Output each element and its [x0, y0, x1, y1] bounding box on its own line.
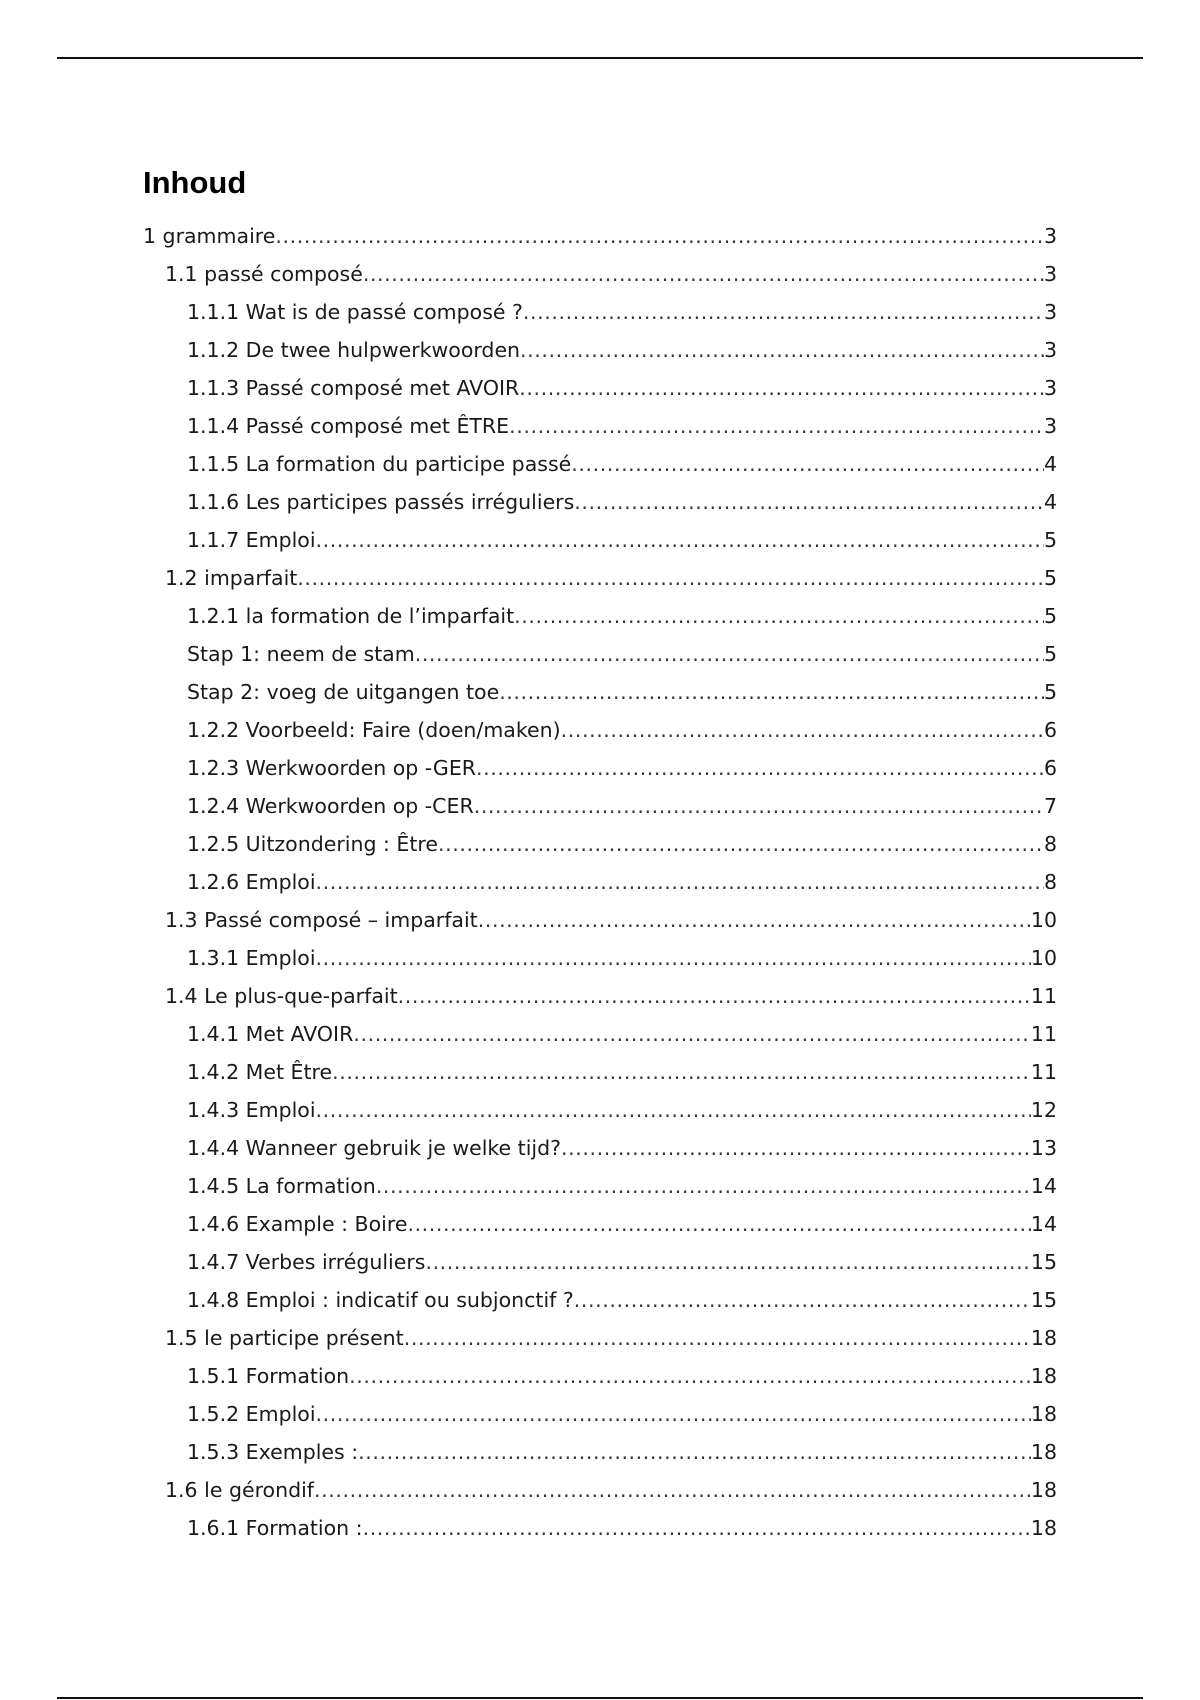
toc-entry[interactable] — [143, 1357, 1057, 1395]
toc-entry-title: 1 grammaire — [143, 224, 276, 248]
toc-dot-leader — [275, 217, 1044, 255]
toc-entry[interactable] — [143, 407, 1057, 445]
table-of-contents — [143, 217, 1057, 1547]
toc-dot-leader — [561, 1129, 1031, 1167]
toc-dot-leader — [407, 1205, 1030, 1243]
toc-entry-title: 1.2.3 Werkwoorden op -GER — [187, 756, 477, 780]
toc-dot-leader — [316, 1395, 1031, 1433]
toc-page-number: 11 — [1030, 1060, 1057, 1084]
toc-entry[interactable] — [143, 863, 1057, 901]
toc-page-number: 3 — [1043, 376, 1057, 400]
footer-rule — [57, 1697, 1143, 1699]
toc-entry-title: 1.4.1 Met AVOIR — [187, 1022, 354, 1046]
toc-entry[interactable] — [143, 673, 1057, 711]
toc-page-number: 6 — [1043, 756, 1057, 780]
toc-dot-leader — [316, 863, 1044, 901]
toc-entry[interactable] — [143, 331, 1057, 369]
toc-entry[interactable] — [143, 369, 1057, 407]
toc-page-number: 4 — [1043, 452, 1057, 476]
toc-entry[interactable] — [143, 939, 1057, 977]
toc-entry-title: 1.2.1 la formation de l’imparfait — [187, 604, 515, 628]
toc-dot-leader — [478, 901, 1031, 939]
toc-page-number: 6 — [1043, 718, 1057, 742]
toc-entry-title: 1.4.4 Wanneer gebruik je welke tijd? — [187, 1136, 561, 1160]
toc-dot-leader — [349, 1357, 1031, 1395]
toc-page-number: 5 — [1043, 528, 1057, 552]
toc-page-number: 8 — [1043, 832, 1057, 856]
toc-entry[interactable] — [143, 711, 1057, 749]
toc-page-number: 18 — [1030, 1440, 1057, 1464]
toc-entry[interactable] — [143, 977, 1057, 1015]
toc-page-number: 8 — [1043, 870, 1057, 894]
toc-entry-title: 1.2 imparfait — [165, 566, 298, 590]
toc-entry[interactable] — [143, 293, 1057, 331]
header-rule — [57, 57, 1143, 59]
toc-dot-leader — [509, 407, 1044, 445]
toc-entry[interactable] — [143, 1319, 1057, 1357]
toc-heading: Inhoud — [143, 165, 247, 200]
toc-entry[interactable] — [143, 1243, 1057, 1281]
toc-entry[interactable] — [143, 483, 1057, 521]
toc-dot-leader — [332, 1053, 1031, 1091]
toc-entry[interactable] — [143, 1433, 1057, 1471]
toc-page-number: 11 — [1030, 1022, 1057, 1046]
toc-entry-title: 1.4 Le plus-que-parfait — [165, 984, 398, 1008]
toc-page-number: 18 — [1030, 1402, 1057, 1426]
toc-entry[interactable] — [143, 445, 1057, 483]
toc-entry-title: 1.5.2 Emploi — [187, 1402, 316, 1426]
toc-entry-title: 1.1 passé composé — [165, 262, 363, 286]
toc-entry-title: 1.4.2 Met Être — [187, 1060, 333, 1084]
toc-page-number: 10 — [1030, 946, 1057, 970]
toc-entry-title: 1.1.1 Wat is de passé composé ? — [187, 300, 523, 324]
toc-entry-title: 1.4.7 Verbes irréguliers — [187, 1250, 426, 1274]
toc-dot-leader — [363, 255, 1044, 293]
toc-page-number: 5 — [1043, 680, 1057, 704]
toc-entry[interactable] — [143, 1395, 1057, 1433]
toc-page-number: 5 — [1043, 642, 1057, 666]
toc-dot-leader — [474, 787, 1044, 825]
toc-entry-title: Stap 1: neem de stam — [187, 642, 415, 666]
toc-entry-title: 1.4.5 La formation — [187, 1174, 376, 1198]
toc-dot-leader — [376, 1167, 1031, 1205]
toc-page-number: 5 — [1043, 604, 1057, 628]
toc-dot-leader — [363, 1509, 1031, 1547]
toc-dot-leader — [571, 445, 1044, 483]
toc-entry[interactable] — [143, 749, 1057, 787]
toc-entry-title: 1.3.1 Emploi — [187, 946, 316, 970]
toc-page-number: 4 — [1043, 490, 1057, 514]
toc-entry[interactable] — [143, 1509, 1057, 1547]
toc-entry-title: 1.5 le participe présent — [165, 1326, 404, 1350]
toc-entry-title: Stap 2: voeg de uitgangen toe — [187, 680, 500, 704]
toc-entry-title: 1.2.5 Uitzondering : Être — [187, 832, 438, 856]
toc-page-number: 7 — [1043, 794, 1057, 818]
toc-page-number: 14 — [1030, 1212, 1057, 1236]
toc-entry[interactable] — [143, 1015, 1057, 1053]
toc-dot-leader — [574, 1281, 1031, 1319]
toc-entry-title: 1.2.2 Voorbeeld: Faire (doen/maken) — [187, 718, 561, 742]
toc-entry-title: 1.5.3 Exemples : — [187, 1440, 359, 1464]
toc-dot-leader — [316, 521, 1044, 559]
toc-dot-leader — [398, 977, 1031, 1015]
toc-entry-title: 1.1.2 De twee hulpwerkwoorden — [187, 338, 521, 362]
toc-page-number: 14 — [1030, 1174, 1057, 1198]
toc-entry[interactable] — [143, 255, 1057, 293]
toc-entry[interactable] — [143, 635, 1057, 673]
toc-dot-leader — [476, 749, 1044, 787]
toc-page-number: 15 — [1030, 1250, 1057, 1274]
toc-page-number: 3 — [1043, 300, 1057, 324]
toc-entry-title: 1.6.1 Formation : — [187, 1516, 363, 1540]
toc-dot-leader — [514, 597, 1044, 635]
toc-entry[interactable] — [143, 1205, 1057, 1243]
toc-page-number: 5 — [1043, 566, 1057, 590]
toc-page-number: 3 — [1043, 414, 1057, 438]
toc-entry[interactable] — [143, 787, 1057, 825]
toc-dot-leader — [415, 635, 1044, 673]
toc-page-number: 18 — [1030, 1326, 1057, 1350]
toc-entry[interactable] — [143, 217, 1057, 255]
toc-dot-leader — [499, 673, 1044, 711]
toc-page-number: 3 — [1043, 224, 1057, 248]
toc-dot-leader — [561, 711, 1044, 749]
toc-page-number: 12 — [1030, 1098, 1057, 1122]
toc-entry-title: 1.4.8 Emploi : indicatif ou subjonctif ? — [187, 1288, 574, 1312]
toc-dot-leader — [520, 331, 1044, 369]
toc-entry[interactable] — [143, 1091, 1057, 1129]
toc-entry-title: 1.2.6 Emploi — [187, 870, 316, 894]
toc-entry-title: 1.1.5 La formation du participe passé — [187, 452, 572, 476]
toc-page-number: 3 — [1043, 262, 1057, 286]
toc-page-number: 10 — [1030, 908, 1057, 932]
toc-entry[interactable] — [143, 1053, 1057, 1091]
toc-entry[interactable] — [143, 825, 1057, 863]
toc-entry-title: 1.4.6 Example : Boire — [187, 1212, 408, 1236]
toc-dot-leader — [523, 293, 1044, 331]
toc-page-number: 11 — [1030, 984, 1057, 1008]
toc-dot-leader — [425, 1243, 1030, 1281]
toc-entry-title: 1.3 Passé composé – imparfait — [165, 908, 478, 932]
toc-dot-leader — [353, 1015, 1031, 1053]
toc-dot-leader — [297, 559, 1044, 597]
toc-entry-title: 1.6 le gérondif — [165, 1478, 315, 1502]
toc-entry[interactable] — [143, 1167, 1057, 1205]
toc-entry[interactable] — [143, 1471, 1057, 1509]
toc-entry[interactable] — [143, 597, 1057, 635]
toc-dot-leader — [316, 1091, 1031, 1129]
toc-page-number: 3 — [1043, 338, 1057, 362]
toc-entry-title: 1.1.4 Passé composé met ÊTRE — [187, 414, 510, 438]
toc-dot-leader — [438, 825, 1044, 863]
toc-dot-leader — [316, 939, 1031, 977]
toc-page-number: 18 — [1030, 1364, 1057, 1388]
toc-entry-title: 1.1.3 Passé composé met AVOIR — [187, 376, 520, 400]
toc-entry-title: 1.2.4 Werkwoorden op -CER — [187, 794, 474, 818]
toc-entry-title: 1.5.1 Formation — [187, 1364, 350, 1388]
toc-dot-leader — [574, 483, 1044, 521]
toc-entry[interactable] — [143, 1129, 1057, 1167]
toc-dot-leader — [519, 369, 1044, 407]
toc-page-number: 15 — [1030, 1288, 1057, 1312]
toc-entry[interactable] — [143, 901, 1057, 939]
toc-page-number: 18 — [1030, 1478, 1057, 1502]
toc-entry-title: 1.1.7 Emploi — [187, 528, 316, 552]
toc-entry[interactable] — [143, 1281, 1057, 1319]
toc-entry-title: 1.1.6 Les participes passés irréguliers — [187, 490, 575, 514]
toc-entry[interactable] — [143, 521, 1057, 559]
toc-dot-leader — [358, 1433, 1031, 1471]
toc-dot-leader — [314, 1471, 1031, 1509]
toc-page-number: 18 — [1030, 1516, 1057, 1540]
toc-page-number: 13 — [1030, 1136, 1057, 1160]
toc-entry[interactable] — [143, 559, 1057, 597]
toc-dot-leader — [404, 1319, 1031, 1357]
toc-entry-title: 1.4.3 Emploi — [187, 1098, 316, 1122]
